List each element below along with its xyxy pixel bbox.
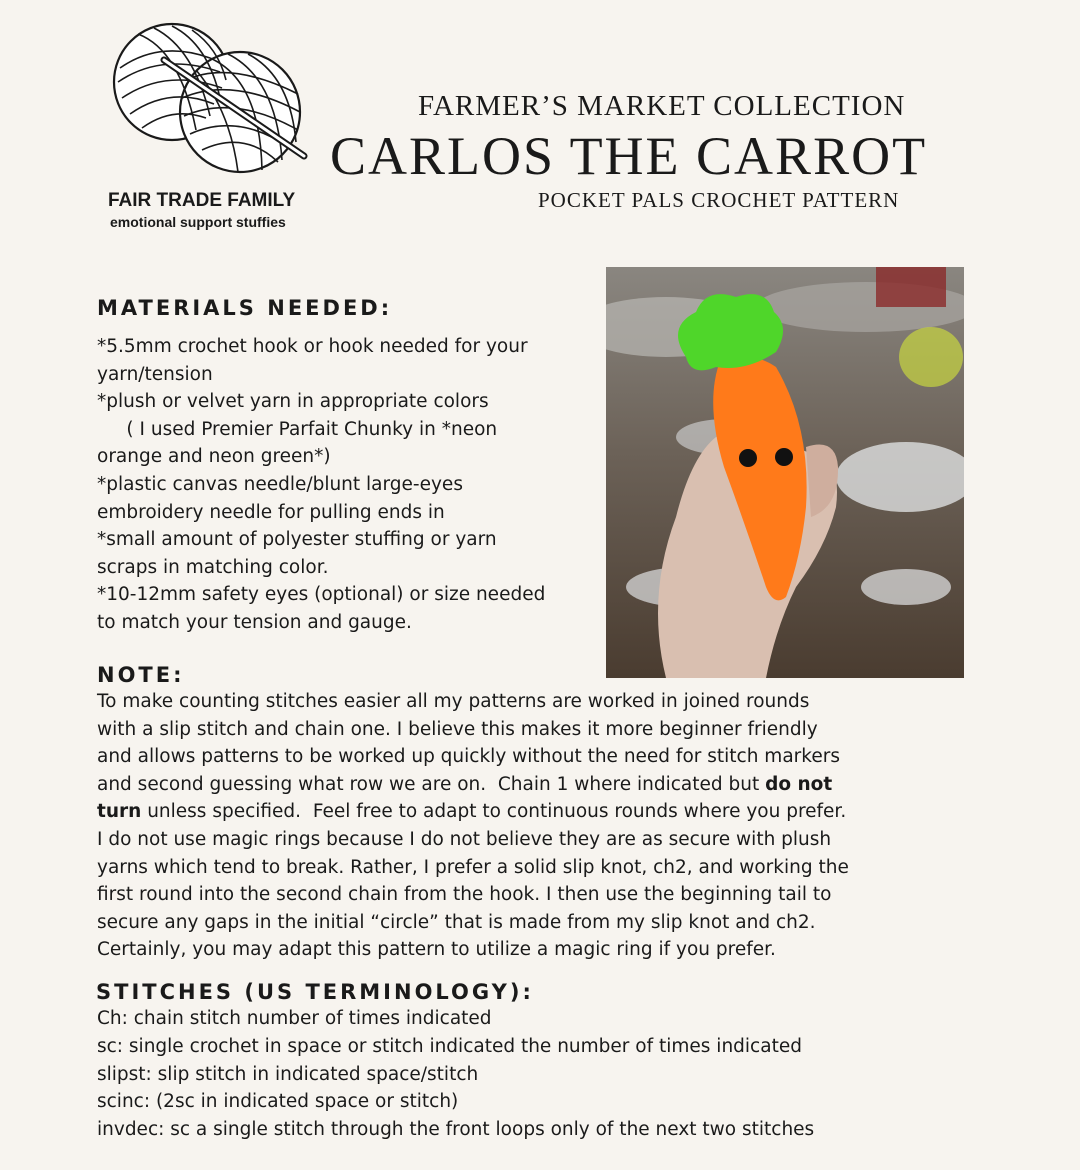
materials-line: to match your tension and gauge. [97, 611, 412, 633]
carrot-photo [606, 267, 964, 678]
stitch-item: Ch: chain stitch number of times indicated [97, 1008, 492, 1029]
note-line [97, 771, 849, 799]
note-emphasis: turn [97, 801, 142, 823]
stitch-item: invdec: sc a single stitch through the front loops only of the next two stitches [97, 1119, 815, 1141]
note-line: I do not use magic rings because I do not believe they are as secure with plush [97, 828, 832, 850]
materials-line: scraps in matching color. [97, 556, 329, 578]
page-title: CARLOS THE CARROT [330, 126, 928, 186]
note-heading: NOTE: [97, 663, 185, 687]
note-line: yarns which tend to break. Rather, I prefer a solid slip knot, ch2, and working the [97, 856, 849, 878]
note-line [97, 798, 849, 826]
materials-line: *5.5mm crochet hook or hook needed for your [97, 336, 528, 357]
materials-line: *small amount of polyester stuffing or yarn [97, 529, 497, 551]
materials-line: ( I used Premier Parfait Chunky in *neon [97, 418, 498, 440]
note-line: secure any gaps in the initial “circle” that is made from my slip knot and ch2. [97, 911, 816, 933]
materials-line: *plush or velvet yarn in appropriate colors [97, 391, 489, 413]
materials-line: orange and neon green*) [97, 446, 331, 468]
stitches-heading: STITCHES (US TERMINOLOGY): [96, 980, 534, 1004]
brand-name: FAIR TRADE FAMILY [108, 190, 296, 211]
materials-line: *10-12mm safety eyes (optional) or size needed [97, 584, 546, 606]
brand-logo [108, 20, 318, 232]
note-line: with a slip stitch and chain one. I believe this makes it more beginner friendly [97, 718, 818, 740]
materials-line: *plastic canvas needle/blunt large-eyes [97, 473, 463, 495]
materials-line: embroidery needle for pulling ends in [97, 501, 445, 523]
note-emphasis: do not [765, 773, 833, 795]
collection-title: FARMER’S MARKET COLLECTION [418, 90, 906, 122]
note-line: and allows patterns to be worked up quickly without the need for stitch markers [97, 746, 840, 768]
note-line: To make counting stitches easier all my patterns are worked in joined rounds [97, 691, 810, 712]
note-line-text: and second guessing what row we are on. Chain 1 where indicated but [97, 773, 766, 795]
note-line-text: unless specified. Feel free to adapt to continuous rounds where you prefer. [141, 801, 847, 823]
materials-list [97, 333, 545, 637]
note-line: Certainly, you may adapt this pattern to utilize a magic ring if you prefer. [97, 939, 776, 961]
stitch-list [97, 1005, 814, 1144]
materials-line: yarn/tension [97, 363, 213, 385]
yarn-ball-icon [110, 20, 310, 180]
note-body [97, 688, 849, 964]
stitch-item: slipst: slip stitch in indicated space/stitch [97, 1063, 479, 1085]
stitch-item: sc: single crochet in space or stitch indicated the number of times indicated [97, 1035, 802, 1057]
note-line: first round into the second chain from the hook. I then use the beginning tail to [97, 884, 832, 906]
stitch-item: scinc: (2sc in indicated space or stitch) [97, 1091, 459, 1113]
page-subtitle: POCKET PALS CROCHET PATTERN [538, 188, 900, 212]
materials-heading: MATERIALS NEEDED: [97, 296, 393, 320]
brand-tagline: emotional support stuffies [110, 214, 286, 230]
